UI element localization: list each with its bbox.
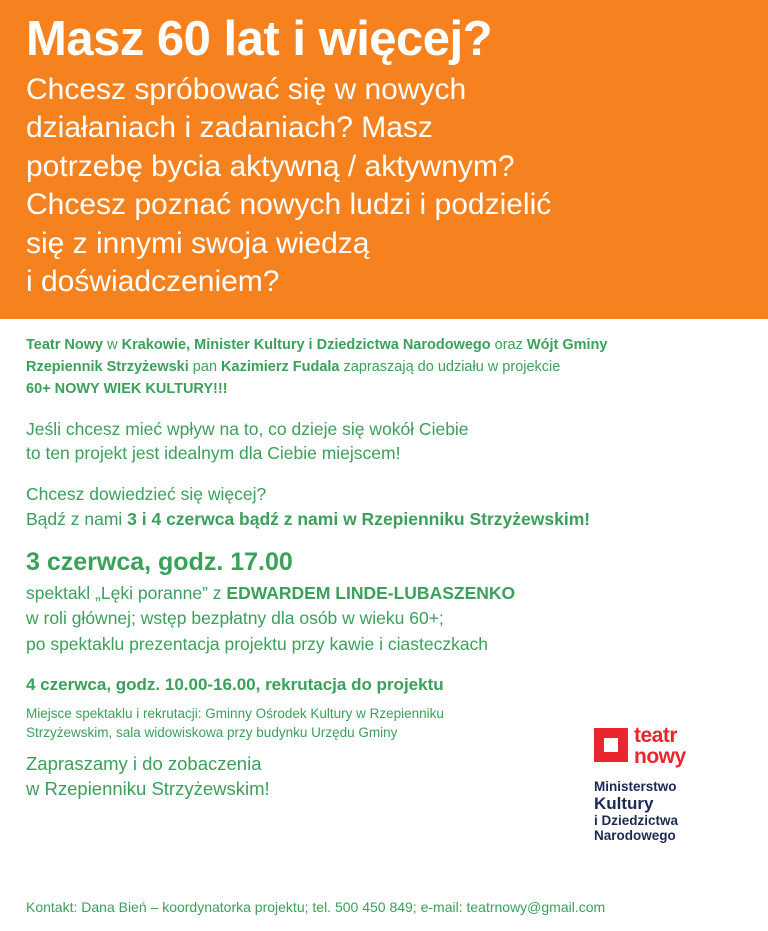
intro-invite-text: zapraszają do udziału w projekcie	[339, 359, 561, 376]
event-play-title: spektakl „Lęki poranne” z	[26, 582, 227, 603]
event-dates-highlight: 3 i 4 czerwca bądź z nami w Rzepienniku Strzyżewskim!	[127, 509, 591, 530]
paragraph-influence	[26, 417, 742, 467]
ministry-line: Narodowego	[594, 828, 676, 844]
event-details	[26, 581, 742, 657]
hero-subtitle-line: potrzebę bycia aktywną / aktywnym?	[26, 149, 515, 183]
paragraph-more-info	[26, 482, 742, 532]
event-headline: 3 czerwca, godz. 17.00	[26, 547, 293, 576]
organizers-line-2	[26, 357, 742, 379]
venue-info	[26, 705, 606, 743]
contact-footer: Kontakt: Dana Bień – koordynatorka projektu; tel. 500 450 849; e-mail: teatrnowy@gmail.com	[26, 899, 606, 915]
organizers-line-1	[26, 335, 742, 357]
hero-subtitle-line: działaniach i zadaniach? Masz	[26, 111, 433, 145]
venue-line: Miejsce spektaklu i rekrutacji: Gminny Ośrodek Kultury w Rzepienniku	[26, 706, 444, 722]
nowy-word: nowy	[634, 744, 686, 768]
paragraph-line: to ten projekt jest idealnym dla Ciebie miejscem!	[26, 443, 401, 464]
ministry-line: Kultury	[594, 794, 654, 814]
logo-group	[594, 726, 744, 844]
organizers-intro	[26, 335, 742, 400]
page-title: Masz 60 lat i więcej?	[26, 12, 493, 66]
project-name: 60+ NOWY WIEK KULTURY!!!	[26, 380, 228, 397]
organizer-ministry: Krakowie, Minister Kultury i Dziedzictwa Narodowego	[121, 337, 491, 354]
intro-connector: pan	[188, 359, 222, 376]
intro-connector: w	[103, 337, 122, 354]
paragraph-text: Bądź z nami	[26, 509, 128, 530]
teatr-word: teatr	[634, 724, 678, 747]
hero-subtitle-line: Chcesz poznać nowych ludzi i podzielić	[26, 188, 552, 222]
paragraph-line: Chcesz dowiedzieć się więcej?	[26, 484, 267, 505]
event-block-june-3	[26, 548, 742, 657]
organizer-person: Kazimierz Fudala	[221, 359, 340, 376]
square-frame-icon	[594, 728, 628, 762]
hero-subtitle-line: i doświadczeniem?	[26, 264, 280, 298]
event-detail-line: w roli głównej; wstęp bezpłatny dla osób w wieku 60+;	[26, 608, 444, 629]
ministry-logo	[594, 779, 744, 843]
invitation-line: Zapraszamy i do zobaczenia	[26, 752, 262, 774]
venue-line: Strzyżewskim, sala widowiskowa przy budynku Urzędu Gminy	[26, 724, 398, 740]
closing-invitation	[26, 751, 606, 802]
hero-subtitle-line: się z innymi swoja wiedzą	[26, 226, 370, 260]
teatr-nowy-logo	[594, 726, 744, 767]
organizer-commune: Rzepiennik Strzyżewski	[26, 359, 189, 376]
event-actor-name: EDWARDEM LINDE-LUBASZENKO	[226, 582, 516, 603]
event-detail-line	[26, 581, 742, 606]
hero-subtitle	[26, 71, 742, 301]
ministry-line: i Dziedzictwa	[594, 813, 679, 829]
intro-connector: oraz	[490, 337, 527, 354]
organizer-wojt: Wójt Gminy	[526, 337, 608, 354]
invitation-line: w Rzepienniku Strzyżewskim!	[26, 778, 270, 800]
paragraph-line	[26, 507, 742, 532]
event-detail-line: po spektaklu prezentacja projektu przy kawie i ciasteczkach	[26, 633, 489, 654]
ministry-line: Ministerstwo	[594, 779, 677, 795]
paragraph-line: Jeśli chcesz mieć wpływ na to, co dzieje się wokół Ciebie	[26, 418, 469, 439]
teatr-nowy-wordmark	[634, 726, 686, 767]
hero-subtitle-line: Chcesz spróbować się w nowych	[26, 72, 467, 106]
event-block-june-4: 4 czerwca, godz. 10.00-16.00, rekrutacja do projektu	[26, 675, 444, 695]
organizer-teatr-nowy: Teatr Nowy	[26, 337, 104, 354]
hero-banner	[0, 0, 768, 319]
